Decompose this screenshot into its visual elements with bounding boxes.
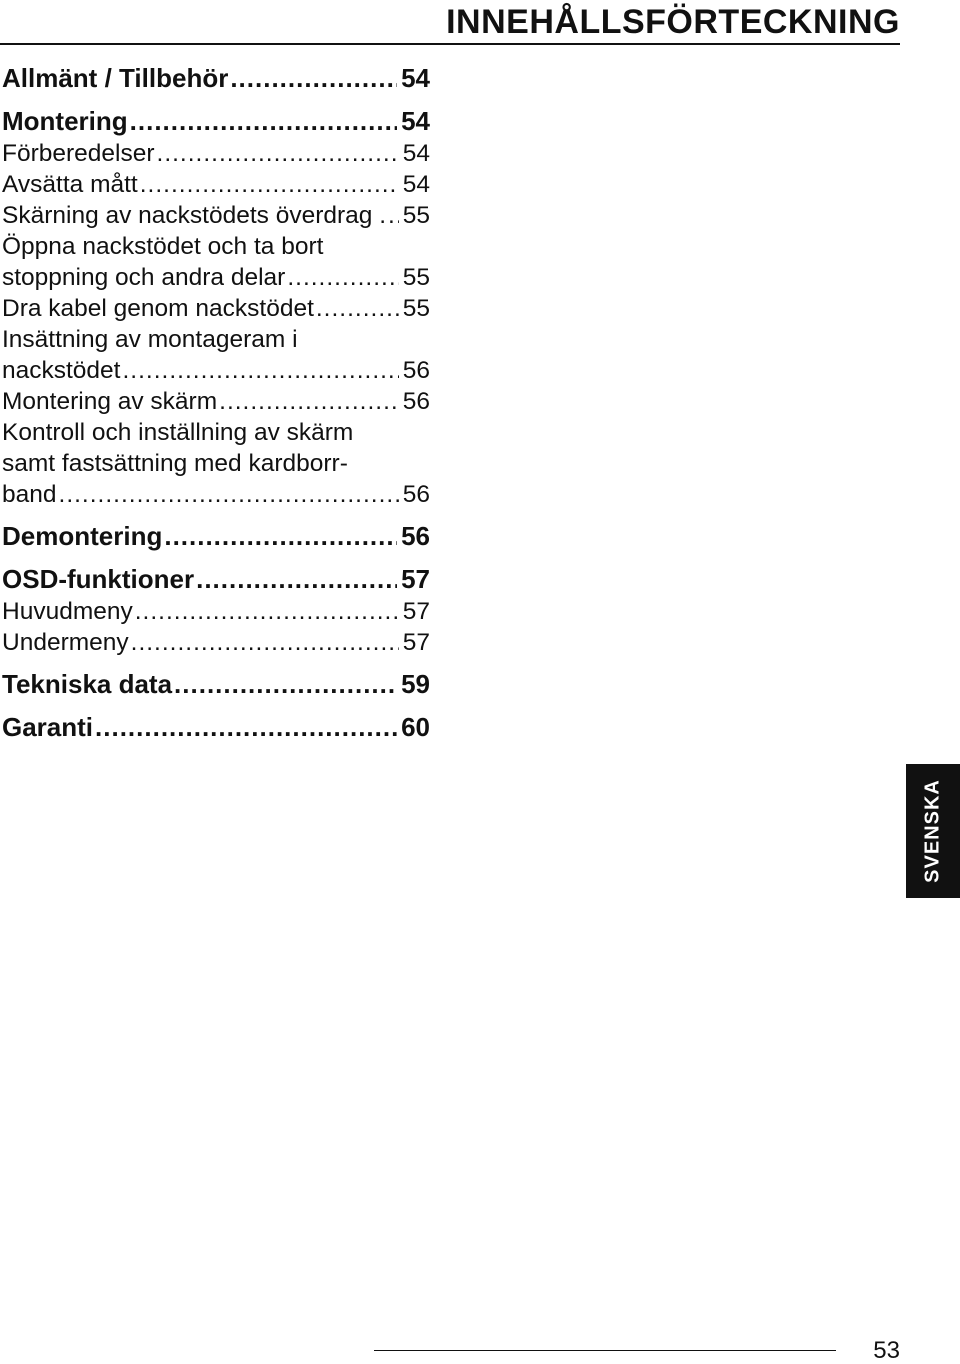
header-divider [0,43,900,45]
toc-line [2,596,430,627]
toc-dot-leader [230,61,397,95]
toc-dot-leader [140,169,399,200]
toc-line [2,667,430,701]
page-title: INNEHÅLLSFÖRTECKNING [446,3,900,41]
toc-entry-title: nackstödet [2,357,121,384]
toc-dot-leader [131,627,399,658]
toc-page-number: 56 [402,388,430,415]
toc-dot-leader [164,519,397,553]
toc-entry-title: stoppning och andra delar [2,264,286,291]
toc-subsection-entry [2,200,430,231]
toc-page-number: 60 [401,712,430,742]
toc-line [2,104,430,138]
toc-entry-title: Allmänt / Tillbehör [2,63,229,93]
toc-subsection-entry [2,627,430,658]
toc-line [2,562,430,596]
toc-page-number: 54 [401,63,430,93]
toc-dot-leader [59,479,399,510]
toc-section-entry [2,667,430,701]
toc-entry-title: Huvudmeny [2,598,133,625]
toc-line [2,324,430,355]
toc-dot-leader [287,262,398,293]
toc-subsection-entry [2,417,430,510]
toc-dot-leader [157,138,399,169]
toc-subsection-entry [2,293,430,324]
toc-line [2,169,430,200]
toc-entry-title: Undermeny [2,629,129,656]
language-tab-label: SVENSKA [921,779,944,883]
toc-subsection-entry [2,138,430,169]
toc-section-entry [2,61,430,95]
toc-page-number: 56 [402,481,430,508]
toc-dot-leader [174,667,397,701]
toc-subsection-entry [2,231,430,293]
toc-dot-leader [123,355,399,386]
toc-entry-title: Öppna nackstödet och ta bort [2,233,324,260]
toc-page-number: 57 [402,629,430,656]
toc-entry-title: Förberedelser [2,140,155,167]
toc-page-number: 55 [402,295,430,322]
toc-line [2,519,430,553]
toc-subsection-entry [2,169,430,200]
toc-entry-title: OSD-funktioner [2,564,195,594]
toc-entry-title: Tekniska data [2,669,173,699]
toc-page-number: 57 [401,564,430,594]
toc-line [2,479,430,510]
toc-page-number: 54 [402,171,430,198]
toc-line [2,710,430,744]
toc-subsection-entry [2,324,430,386]
toc-line [2,138,430,169]
toc-dot-leader [316,293,399,324]
toc-page-number: 54 [402,140,430,167]
toc-dot-leader [196,562,397,596]
toc-entry-title: samt fastsättning med kardborr- [2,450,348,477]
toc-line [2,448,430,479]
toc-entry-title: Demontering [2,521,163,551]
toc-entry-title: Montering av skärm [2,388,218,415]
language-tab [906,764,960,898]
toc-line [2,355,430,386]
toc-section-entry [2,519,430,553]
toc-dot-leader [388,200,399,231]
toc-page-number: 59 [401,669,430,699]
toc-section-entry [2,104,430,138]
toc-entry-title: Montering [2,106,128,136]
toc-dot-leader [219,386,399,417]
toc-subsection-entry [2,596,430,627]
page-number: 53 [873,1337,900,1364]
toc-entry-title: band [2,481,57,508]
toc-entry-title: Garanti [2,712,94,742]
toc-page-number: 57 [402,598,430,625]
toc-entry-title: Avsätta mått [2,171,138,198]
toc-entry-title: Kontroll och inställning av skärm [2,419,354,446]
toc-line [2,293,430,324]
toc-dot-leader [130,104,397,138]
toc-section-entry [2,562,430,596]
toc-subsection-entry [2,386,430,417]
toc-dot-leader [135,596,399,627]
toc-line [2,61,430,95]
toc-line [2,386,430,417]
toc-entry-title: Insättning av montageram i [2,326,298,353]
toc-page-number: 54 [401,106,430,136]
toc-line [2,200,430,231]
toc-page-number: 56 [401,521,430,551]
toc-line [2,417,430,448]
toc-line [2,231,430,262]
toc-section-entry [2,710,430,744]
toc-line [2,262,430,293]
toc-page-number: 55 [402,264,430,291]
table-of-contents [2,58,430,744]
toc-page-number: 56 [402,357,430,384]
toc-line [2,627,430,658]
toc-dot-leader [95,710,397,744]
toc-entry-title: Skärning av nackstödets överdrag . [2,202,387,229]
footer-divider [374,1350,836,1351]
toc-entry-title: Dra kabel genom nackstödet [2,295,314,322]
toc-page-number: 55 [402,202,430,229]
